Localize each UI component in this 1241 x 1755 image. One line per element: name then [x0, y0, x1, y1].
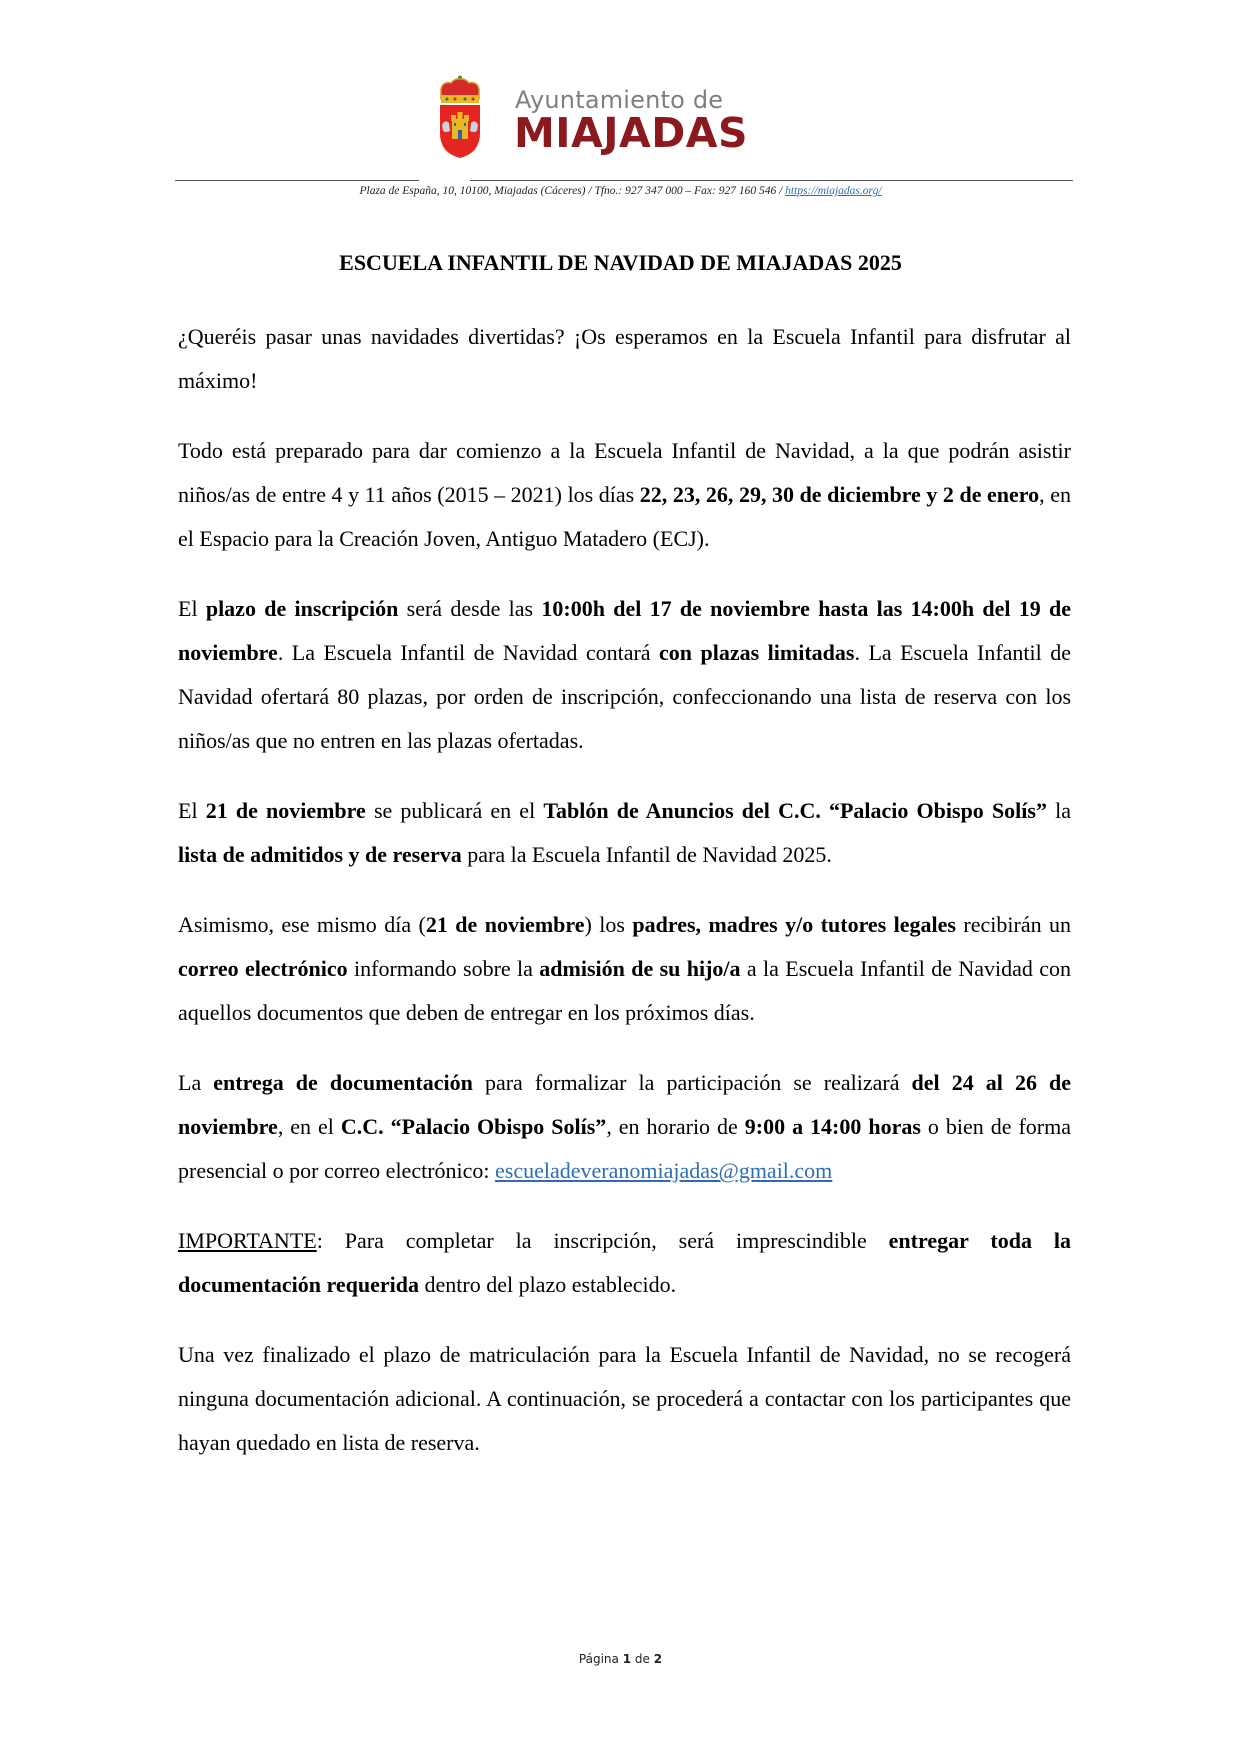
text: a la Escuela Infantil de Navidad con aquellos documentos que deben de entregar en los próximos días. — [178, 956, 1071, 1025]
bold-text: 9:00 a 14:00 horas — [744, 1114, 921, 1139]
underlined-text: IMPORTANTE — [178, 1228, 317, 1253]
text: dentro del plazo establecido. — [418, 1272, 677, 1297]
text: o bien de forma presencial o por correo electrónico: — [178, 1114, 1072, 1183]
text: recibirán un — [956, 912, 1072, 937]
text: , en horario de — [606, 1114, 745, 1139]
text: El — [178, 596, 206, 621]
email-link[interactable]: escueladeveranomiajadas@gmail.com — [495, 1158, 833, 1183]
paragraph-dates — [178, 429, 1071, 561]
paragraph-registration — [178, 587, 1071, 763]
text: ) los — [584, 912, 633, 937]
header-divider-right — [470, 180, 1073, 181]
website-link[interactable]: https://miajadas.org/ — [785, 185, 882, 197]
bold-text: del 24 al 26 de noviembre — [178, 1070, 1072, 1139]
text: La — [178, 1070, 214, 1095]
text: la — [1046, 798, 1071, 823]
bold-text: padres, madres y/o tutores legales — [632, 912, 956, 937]
document-title: ESCUELA INFANTIL DE NAVIDAD DE MIAJADAS 2025 — [339, 250, 902, 275]
text: informando sobre la — [347, 956, 540, 981]
current-page: 1 — [622, 1652, 632, 1666]
page-number — [0, 1652, 1241, 1666]
address-text: Plaza de España, 10, 10100, Miajadas (Cáceres) / Tfno.: 927 347 000 – Fax: 927 160 546 / — [359, 185, 786, 197]
paragraph-publication — [178, 789, 1071, 877]
document-body — [178, 315, 1071, 1491]
text: Todo está preparado para dar comienzo a la Escuela Infantil de Navidad, a la que podrán asistir niños/as de entre 4 y 11 años (2015 – 2021) los días — [178, 438, 1071, 507]
bold-text: admisión de su hijo/a — [539, 956, 741, 981]
page-of: de — [631, 1652, 654, 1666]
text: Una vez finalizado el plazo de matriculación para la Escuela Infantil de Navidad, no se recogerá ninguna documentación adicional. A continuación, se procederá a contactar con los participantes que hayan quedado en lista de reserva. — [178, 1342, 1071, 1455]
address-line — [0, 185, 1241, 197]
text: Asimismo, ese mismo día ( — [178, 912, 426, 937]
header-divider-left — [175, 180, 419, 181]
bold-text: 10:00h del 17 de noviembre hasta las 14:00h del 19 de noviembre — [178, 596, 1071, 665]
bold-text: lista de admitidos y de reserva — [178, 842, 462, 867]
text: para la Escuela Infantil de Navidad 2025. — [461, 842, 832, 867]
text: : Para completar la inscripción, será imprescindible — [316, 1228, 889, 1253]
bold-text: correo electrónico — [178, 956, 348, 981]
text: se publicará en el — [365, 798, 544, 823]
paragraph-intro — [178, 315, 1071, 403]
paragraph-documentation — [178, 1061, 1071, 1193]
brand-title-line2: MIAJADAS — [514, 109, 749, 157]
bold-text: entrega de documentación — [213, 1070, 473, 1095]
coat-of-arms-icon — [437, 75, 483, 159]
text: ¿Queréis pasar unas navidades divertidas? ¡Os esperamos en la Escuela Infantil para disfrutar al máximo! — [178, 324, 1071, 393]
bold-text: Tablón de Anuncios del C.C. “Palacio Obispo Solís” — [543, 798, 1047, 823]
total-pages: 2 — [653, 1652, 663, 1666]
page-label: Página — [578, 1652, 623, 1666]
text: será desde las — [398, 596, 542, 621]
text: . La Escuela Infantil de Navidad ofertará 80 plazas, por orden de inscripción, confeccionando una lista de reserva con los niños/as que no entren en las plazas ofertadas. — [178, 640, 1072, 753]
paragraph-closing — [178, 1333, 1071, 1465]
bold-text: 22, 23, 26, 29, 30 de diciembre y 2 de enero — [639, 482, 1040, 507]
paragraph-notification — [178, 903, 1071, 1035]
text: , en el Espacio para la Creación Joven, Antiguo Matadero (ECJ). — [178, 482, 1071, 551]
bold-text: plazo de inscripción — [205, 596, 399, 621]
bold-text: 21 de noviembre — [205, 798, 366, 823]
bold-text: entregar toda la documentación requerida — [178, 1228, 1072, 1297]
text: para formalizar la participación se realizará — [472, 1070, 912, 1095]
text: . La Escuela Infantil de Navidad contará — [277, 640, 660, 665]
brand-title-line1: Ayuntamiento de — [515, 86, 724, 114]
paragraph-important — [178, 1219, 1071, 1307]
bold-text: con plazas limitadas — [659, 640, 855, 665]
text: El — [178, 798, 206, 823]
text: , en el — [277, 1114, 341, 1139]
bold-text: C.C. “Palacio Obispo Solís” — [340, 1114, 607, 1139]
bold-text: 21 de noviembre — [425, 912, 585, 937]
